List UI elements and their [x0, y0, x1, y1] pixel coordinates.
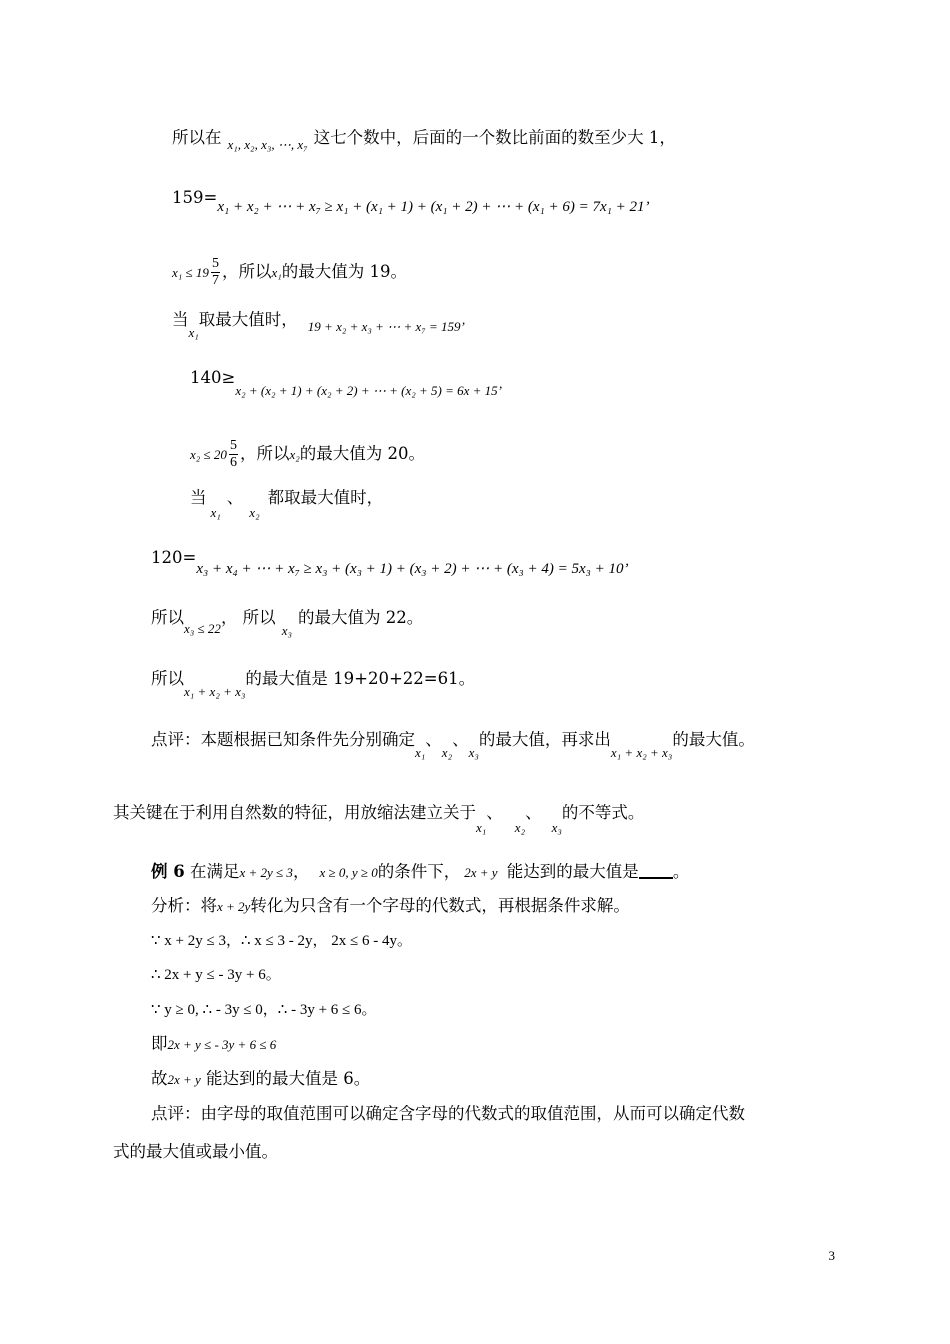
- fraction-denominator: 7: [211, 273, 219, 288]
- text-line: [151, 966, 281, 983]
- text-line: [113, 803, 645, 835]
- line-text: 的不等式。: [561, 803, 645, 822]
- math-variable: x₁: [188, 325, 199, 340]
- fraction: [229, 438, 238, 471]
- line-text: 的最大值是 19+20+22=61。: [245, 669, 476, 688]
- line-text: 的条件下，: [377, 862, 461, 881]
- math-inequality: x₃ + x₄ + ⋯ + x₇ ≥ x₃ + (x₃ + 1) + (x₃ + 2) + ⋯ + (x₃ + 4) = 5x₃ + 10’: [196, 561, 629, 577]
- line-text: 120=: [151, 548, 197, 567]
- math-expression: 2x + y: [167, 1072, 201, 1087]
- math-expression: 2x + y: [464, 865, 498, 880]
- line-text: 。: [672, 862, 690, 881]
- math-variable: x₁: [271, 265, 282, 280]
- math-variable: x₃: [281, 623, 292, 638]
- line-text: 取最大值时，: [198, 310, 298, 329]
- text-line: [151, 1001, 377, 1018]
- separator: 、: [452, 730, 469, 749]
- math-inequality: x₂ ≤ 20: [190, 447, 227, 462]
- text-line: [151, 1036, 276, 1053]
- line-text: 其关键在于利用自然数的特征，用放缩法建立关于: [113, 803, 476, 822]
- line-text: 式的最大值或最小值。: [113, 1142, 278, 1161]
- math-derivation: ∵ y ≥ 0, ∴ - 3y ≤ 0，∴ - 3y + 6 ≤ 6。: [151, 1002, 377, 1018]
- fraction-numerator: 5: [229, 438, 237, 453]
- math-expression: x + 2y: [217, 899, 251, 914]
- math-inequality: x₃ ≤ 22: [184, 621, 221, 636]
- text-line: [172, 128, 676, 152]
- math-variable: x₃: [468, 745, 479, 760]
- fraction-numerator: 5: [211, 256, 219, 271]
- text-line: [151, 730, 755, 760]
- text-line: [172, 310, 465, 340]
- math-variable: x₁: [476, 820, 487, 835]
- line-text: 这七个数中，后面的一个数比前面的数至少大 1，: [313, 128, 676, 147]
- math-derivation: ∵ x + 2y ≤ 3，∴ x ≤ 3 - 2y， 2x ≤ 6 - 4y。: [151, 933, 412, 949]
- line-text: ，所以: [221, 262, 272, 281]
- line-text: 能达到的最大值是: [501, 862, 639, 881]
- separator: 、: [226, 488, 244, 507]
- math-equation: 19 + x₂ + x₃ + ⋯ + x₇ = 159’: [307, 319, 465, 334]
- math-inequality: x ≥ 0, y ≥ 0: [319, 865, 378, 880]
- text-line: [190, 488, 384, 520]
- math-inequality: x₂ + (x₂ + 1) + (x₂ + 2) + ⋯ + (x₂ + 5) = 6x + 15’: [235, 383, 503, 398]
- line-text: 159=: [172, 188, 218, 207]
- line-text: 所以: [151, 669, 184, 688]
- line-text: 140≥: [190, 368, 236, 387]
- line-text: 点评：由字母的取值范围可以确定含字母的代数式的取值范围，从而可以确定代数: [151, 1104, 745, 1123]
- fraction: [211, 256, 220, 289]
- math-variable: x₁: [415, 745, 426, 760]
- page-number: 3: [828, 1248, 835, 1263]
- line-text: 都取最大值时，: [267, 488, 384, 507]
- separator: 、: [525, 803, 542, 822]
- text-line: [151, 898, 630, 915]
- line-text: 能达到的最大值是 6。: [200, 1069, 371, 1088]
- line-text: 点评：本题根据已知条件先分别确定: [151, 730, 415, 749]
- separator: 、: [486, 803, 503, 822]
- math-inequality: x + 2y ≤ 3: [239, 865, 293, 880]
- math-expression: x₁ + x₂ + x₃: [184, 684, 246, 699]
- example-heading: [151, 864, 689, 881]
- example-label: 例 6: [151, 862, 185, 881]
- line-text: 的最大值为 19。: [281, 262, 407, 281]
- line-text: ，所以: [239, 444, 290, 463]
- text-line: [113, 1144, 278, 1161]
- math-inequality: x₁ + x₂ + ⋯ + x₇ ≥ x₁ + (x₁ + 1) + (x₁ + 2) + ⋯ + (x₁ + 6) = 7x₁ + 21’: [217, 199, 650, 215]
- math-variable: x₂: [249, 505, 260, 520]
- math-expression: x₁ + x₂ + x₃: [610, 745, 673, 760]
- text-line: [172, 256, 407, 289]
- line-text: 的最大值为 20。: [299, 444, 425, 463]
- math-variable: x₂: [289, 447, 300, 462]
- line-text: 所以在: [172, 128, 222, 147]
- line-text: 当: [172, 310, 189, 329]
- math-derivation: ∴ 2x + y ≤ - 3y + 6。: [151, 967, 281, 983]
- line-text: 的最大值为 22。: [297, 608, 424, 627]
- text-line: [151, 932, 412, 949]
- fraction-denominator: 6: [229, 455, 237, 470]
- math-variable: x₃: [551, 820, 562, 835]
- math-variable: x₂: [514, 820, 526, 835]
- answer-blank: [639, 877, 673, 879]
- math-variable: x₂: [441, 745, 453, 760]
- line-text: 转化为只含有一个字母的代数式，再根据条件求解。: [250, 896, 630, 915]
- line-text: 的最大值，再求出: [478, 730, 611, 749]
- math-sequence: x₁, x₂, x₃, ⋯, x₇: [227, 137, 308, 152]
- text-line: [151, 548, 629, 577]
- line-text: 在满足: [184, 862, 240, 881]
- line-text: 分析：将: [151, 896, 217, 915]
- text-line: [151, 1071, 370, 1088]
- line-text: 故: [151, 1069, 168, 1088]
- text-line: [172, 188, 650, 215]
- math-variable: x₁: [210, 505, 221, 520]
- separator: 、: [425, 730, 442, 749]
- line-text: ， 所以: [220, 608, 276, 627]
- math-inequality: 2x + y ≤ - 3y + 6 ≤ 6: [167, 1037, 277, 1052]
- text-line: [151, 669, 476, 699]
- line-text: 的最大值。: [672, 730, 755, 749]
- line-text: 当: [190, 488, 207, 507]
- text-line: [190, 438, 425, 471]
- math-inequality: x₁ ≤ 19: [172, 265, 209, 280]
- line-text: 所以: [151, 608, 184, 627]
- text-line: [151, 1106, 745, 1123]
- separator: ，: [292, 862, 310, 881]
- line-text: 即: [151, 1034, 168, 1053]
